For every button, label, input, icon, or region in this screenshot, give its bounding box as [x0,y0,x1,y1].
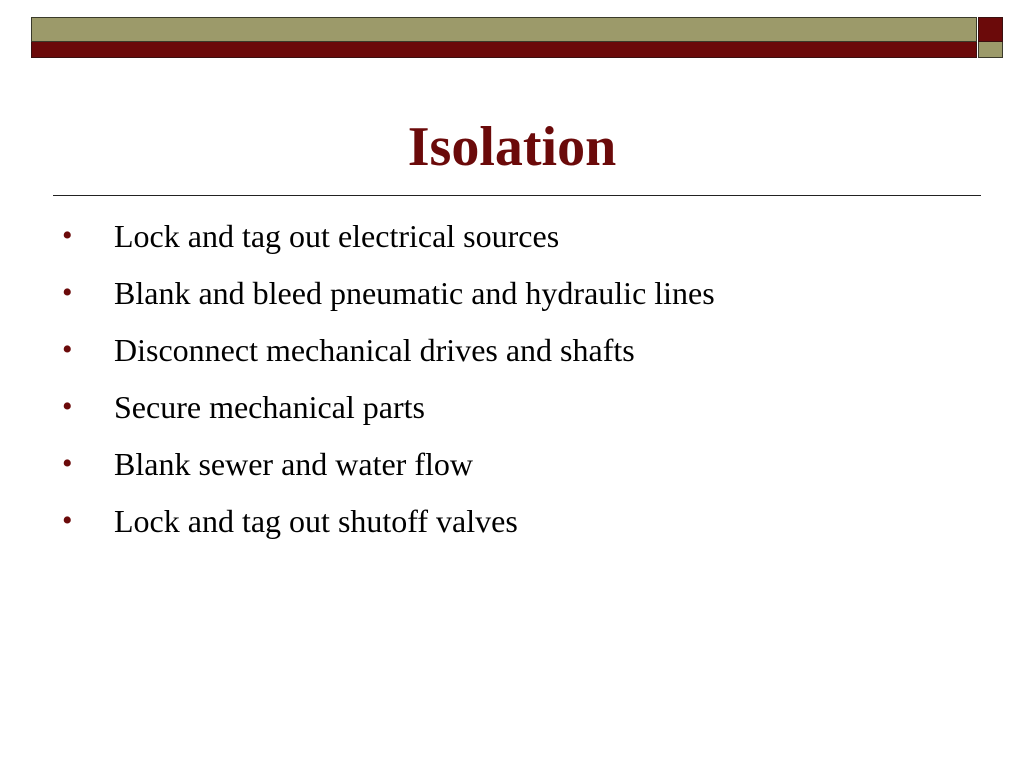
bullet-text: Blank sewer and water flow [114,446,473,482]
slide-title: Isolation [407,116,617,178]
bullet-text: Secure mechanical parts [114,389,425,425]
header-band-olive [31,17,977,42]
bullet-item [62,383,982,440]
bullet-icon: • [62,333,73,366]
bullet-text: Disconnect mechanical drives and shafts [114,332,635,368]
bullet-icon: • [62,447,73,480]
bullet-icon: • [62,390,73,423]
title-divider [53,195,981,196]
bullet-item [62,212,982,269]
bullet-icon: • [62,276,73,309]
bullet-text: Blank and bleed pneumatic and hydraulic lines [114,275,715,311]
bullet-text: Lock and tag out electrical sources [114,218,560,254]
bullet-item [62,497,982,554]
bullet-item [62,440,982,497]
corner-square-maroon [978,17,1003,42]
bullet-item [62,326,982,383]
bullet-list [62,212,982,554]
header-band-maroon [31,42,977,58]
bullet-item [62,269,982,326]
corner-square-olive [978,42,1003,58]
bullet-icon: • [62,219,73,252]
bullet-text: Lock and tag out shutoff valves [114,503,518,539]
bullet-icon: • [62,504,73,537]
